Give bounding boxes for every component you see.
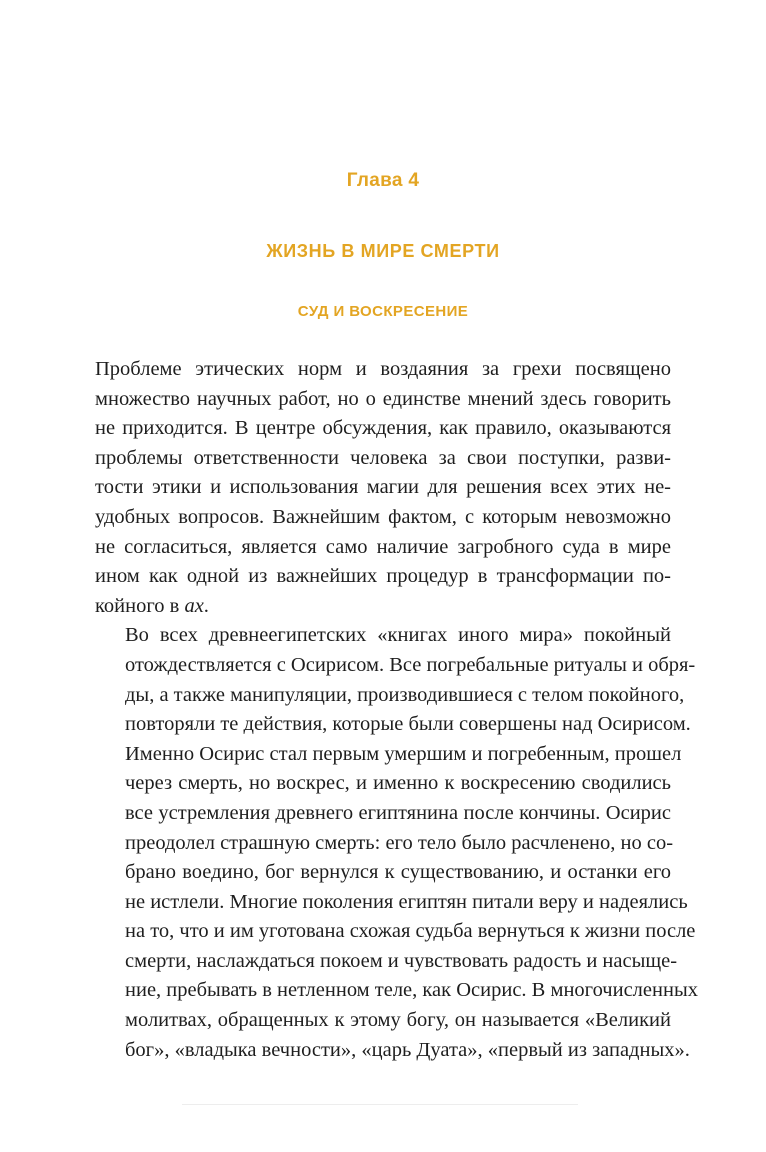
text-line: смерти, наслаждаться покоем и чувствовать радость и насыще- (125, 949, 678, 972)
text-line: ды, а также манипуляции, производившиеся с телом покойного, (125, 683, 685, 706)
text-line: Именно Осирис стал первым умершим и погребенным, прошел (125, 742, 682, 765)
section-title: СУД И ВОСКРЕСЕНИЕ (297, 303, 469, 320)
text-line: через смерть, но воскрес, и именно к воскресению сводились (125, 772, 671, 795)
text-line: на то, что и им уготована схожая судьба вернуться к жизни после (125, 920, 696, 943)
text-line: повторяли те действия, которые были совершены над Осирисом. (125, 713, 691, 736)
text-line: не истлели. Многие поколения египтян питали веру и надеялись (125, 890, 688, 913)
text-line-last (95, 592, 671, 622)
text-line: преодолел страшную смерть: его тело было расчленено, но со- (125, 831, 674, 854)
chapter-title: ЖИЗНЬ В МИРЕ СМЕРТИ (266, 241, 500, 261)
text-line: молитвах, обращенных к этому богу, он называется «Великий (125, 1009, 671, 1032)
body-text (95, 355, 698, 1065)
text-line: бог», «владыка вечности», «царь Дуата», «первый из западных». (125, 1038, 690, 1061)
footer-divider (182, 1104, 578, 1105)
text-line: удобных вопросов. Важнейшим фактом, с которым невозможно (95, 505, 671, 528)
text-line: ином как одной из важнейших процедур в трансформации по- (95, 565, 671, 588)
text-line: не согласиться, является само наличие загробного суда в мире (95, 535, 671, 558)
text-line: Во всех древнеегипетских «книгах иного мира» покойный (125, 624, 671, 647)
italic-term: ах (184, 594, 204, 617)
paragraph-1 (95, 355, 671, 621)
text-fragment: . (203, 594, 209, 617)
text-line: тости этики и использования магии для решения всех этих не- (95, 476, 671, 499)
text-line: ние, пребывать в нетленном теле, как Осирис. В многочисленных (125, 979, 698, 1002)
chapter-label: Глава 4 (346, 170, 420, 191)
text-line: брано воедино, бог вернулся к существованию, и останки его (125, 861, 671, 884)
text-line: все устремления древнего египтянина после кончины. Осирис (125, 801, 671, 824)
text-fragment: койного в (95, 594, 185, 617)
text-line: не приходится. В центре обсуждения, как правило, оказываются (95, 417, 671, 440)
text-line: проблемы ответственности человека за свои поступки, разви- (95, 446, 671, 469)
text-line: множество научных работ, но о единстве мнений здесь говорить (95, 387, 671, 410)
text-line: Проблеме этических норм и воздаяния за грехи посвящено (95, 358, 671, 380)
paragraph-2 (95, 621, 698, 1065)
text-line: отождествляется с Осирисом. Все погребальные ритуалы и обря- (125, 653, 696, 676)
